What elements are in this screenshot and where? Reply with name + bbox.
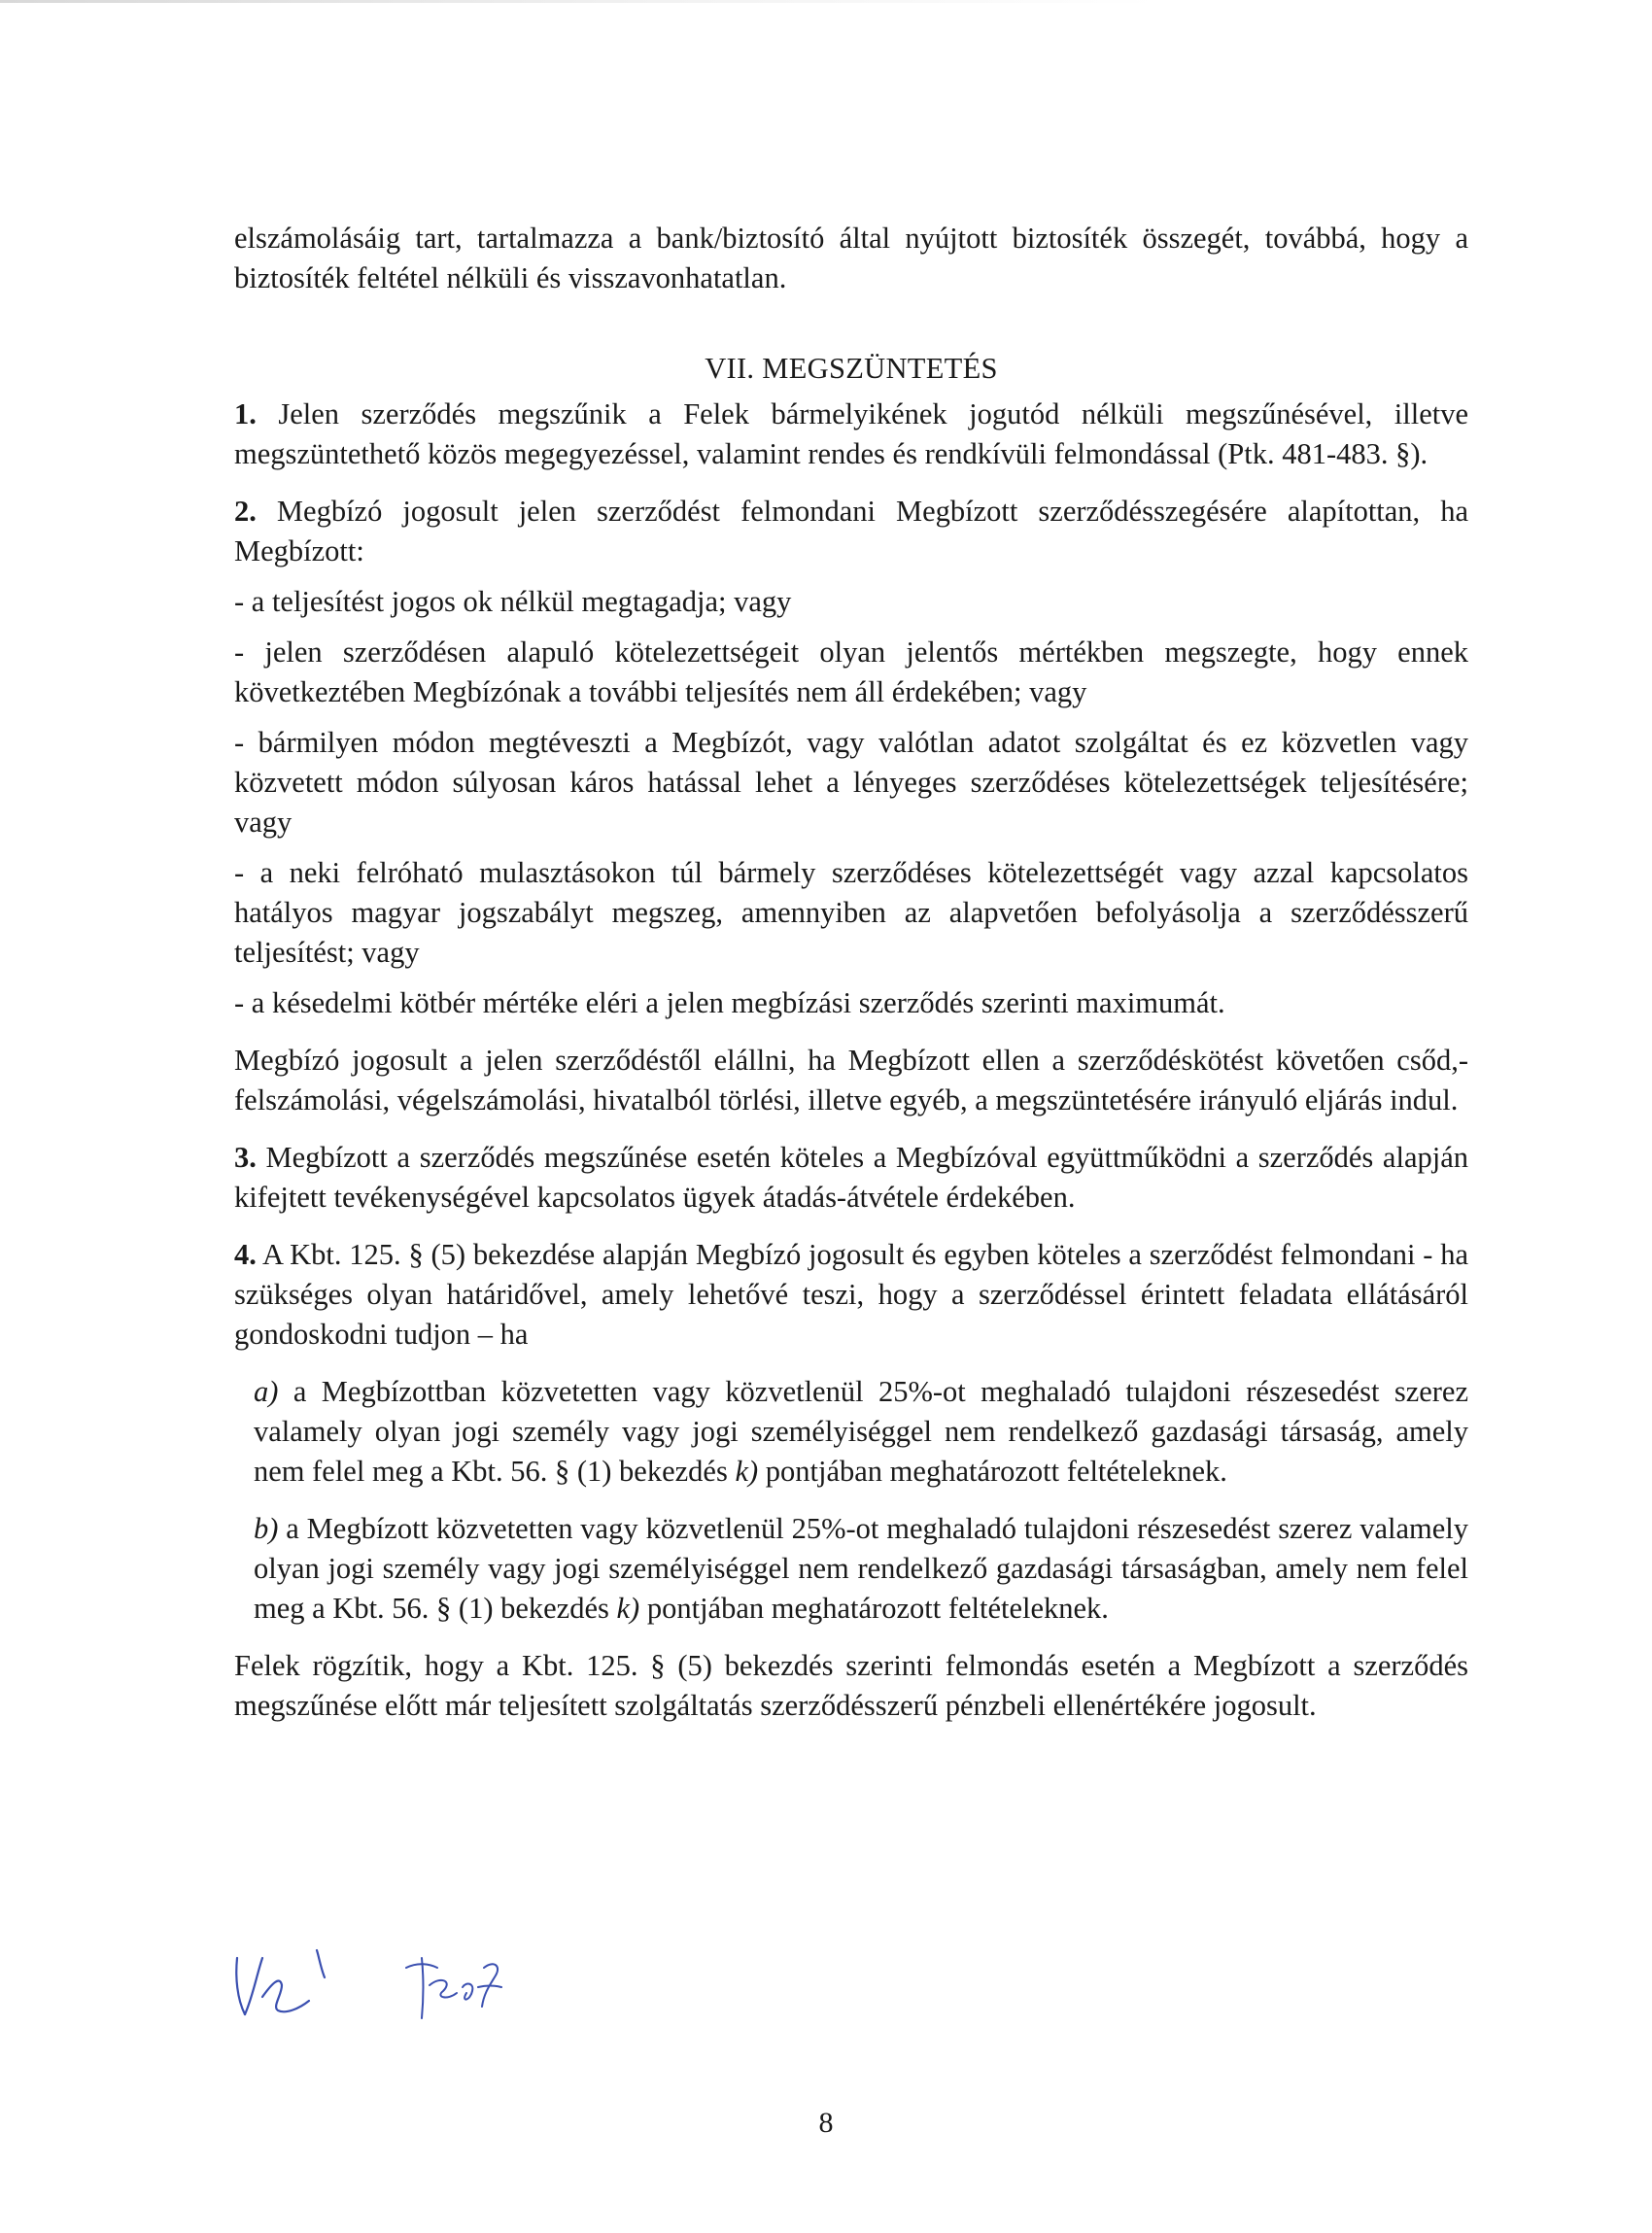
signature-2-icon — [406, 1958, 501, 2018]
paragraph-1-number: 1. — [234, 397, 257, 430]
paragraph-4-text: A Kbt. 125. § (5) bekezdése alapján Megbízó jogosult és egyben köteles a szerződést felmondani - ha szükséges olyan határidővel, amely lehetővé teszi, hogy a szerződéssel érintett feladata ellátásáról gondoskodni tudjon – ha — [234, 1238, 1468, 1351]
sub-point-a-text-end: pontjában meghatározott feltételeknek. — [765, 1455, 1227, 1488]
paragraph-2-text: Megbízó jogosult jelen szerződést felmondani Megbízott szerződésszegésére alapítottan, ha Megbízott: — [234, 495, 1469, 567]
bullet-item: - a teljesítést jogos ok nélkül megtagadja; vagy — [234, 585, 792, 618]
closing-paragraph: Felek rögzítik, hogy a Kbt. 125. § (5) bekezdés szerinti felmondás esetén a Megbízott a szerződés megszűnése előtt már teljesített szolgáltatás szerződésszerű pénzbeli ellenértékére jogosult. — [234, 1649, 1468, 1722]
sub-point-b — [234, 1509, 1468, 1629]
sub-point-a — [234, 1372, 1468, 1492]
sub-point-b-text: a Megbízott közvetetten vagy közvetlenül 25%-ot meghaladó tulajdoni részesedést szerez valamely olyan jogi személy vagy jogi személyiséggel nem rendelkező gazdasági társaságban, amely nem felel meg a Kbt. 56. § (1) bekezdés — [254, 1512, 1468, 1625]
paragraph-3 — [234, 1138, 1468, 1218]
paragraph-4-number: 4. — [234, 1238, 257, 1271]
sub-point-b-label: b) — [254, 1512, 279, 1545]
sub-point-b-k: k) — [616, 1592, 640, 1625]
sub-point-a-label: a) — [254, 1375, 279, 1408]
paragraph-2 — [234, 492, 1468, 571]
intro-paragraph: elszámolásáig tart, tartalmazza a bank/biztosító által nyújtott biztosíték összegét, továbbá, hogy a biztosíték feltétel nélküli és visszavonhatatlan. — [234, 222, 1468, 294]
bullet-item: - jelen szerződésen alapuló kötelezettségeit olyan jelentős mértékben megszegte, hogy ennek következtében Megbízónak a további teljesítés nem áll érdekében; vagy — [234, 636, 1468, 708]
signature-1-icon — [236, 1950, 325, 2014]
paragraph-1 — [234, 395, 1468, 474]
bullet-item: - a neki felróható mulasztásokon túl bármely szerződéses kötelezettségét vagy azzal kapcsolatos hatályos magyar jogszabályt megszeg, amennyiben az alapvetően befolyásolja a szerződésszerű teljesítést; vagy — [234, 856, 1468, 969]
bullet-item: - bármilyen módon megtéveszti a Megbízót, vagy valótlan adatot szolgáltat és ez közvetlen vagy közvetett módon súlyosan káros hatással lehet a lényeges szerződéses kötelezettségek teljesítésére; vagy — [234, 726, 1468, 839]
sub-point-a-text: a Megbízottban közvetetten vagy közvetlenül 25%-ot meghaladó tulajdoni részesedést szerez valamely olyan jogi személy vagy jogi személyiséggel nem rendelkező gazdasági társaság, amely nem felel meg a Kbt. 56. § (1) bekezdés — [254, 1375, 1469, 1488]
paragraph-4 — [234, 1235, 1468, 1355]
document-body — [234, 219, 1468, 1726]
paragraph-1-text: Jelen szerződés megszűnik a Felek bármelyikének jogutód nélküli megszűnésével, illetve megszüntethető közös megegyezéssel, valamint rendes és rendkívüli felmondással (Ptk. 481-483. §). — [234, 397, 1469, 470]
withdrawal-paragraph: Megbízó jogosult a jelen szerződéstől elállni, ha Megbízott ellen a szerződéskötést követően csőd,- felszámolási, végelszámolási, hivatalból törlési, illetve egyéb, a megszüntetésére irányuló eljárás indul. — [234, 1044, 1468, 1116]
paragraph-2-number: 2. — [234, 495, 257, 528]
page-number: 8 — [818, 2107, 834, 2139]
sub-point-b-text-end: pontjában meghatározott feltételeknek. — [646, 1592, 1109, 1625]
paragraph-3-number: 3. — [234, 1141, 257, 1174]
sub-point-a-k: k) — [735, 1455, 759, 1488]
signature-initials — [224, 1929, 544, 2026]
scan-edge — [0, 0, 1652, 3]
section-heading: VII. MEGSZÜNTETÉS — [705, 352, 998, 385]
paragraph-3-text: Megbízott a szerződés megszűnése esetén köteles a Megbízóval együttműködni a szerződés alapján kifejtett tevékenységével kapcsolatos ügyek átadás-átvétele érdekében. — [234, 1141, 1468, 1214]
bullet-item: - a késedelmi kötbér mértéke eléri a jelen megbízási szerződés szerinti maximumát. — [234, 986, 1225, 1019]
